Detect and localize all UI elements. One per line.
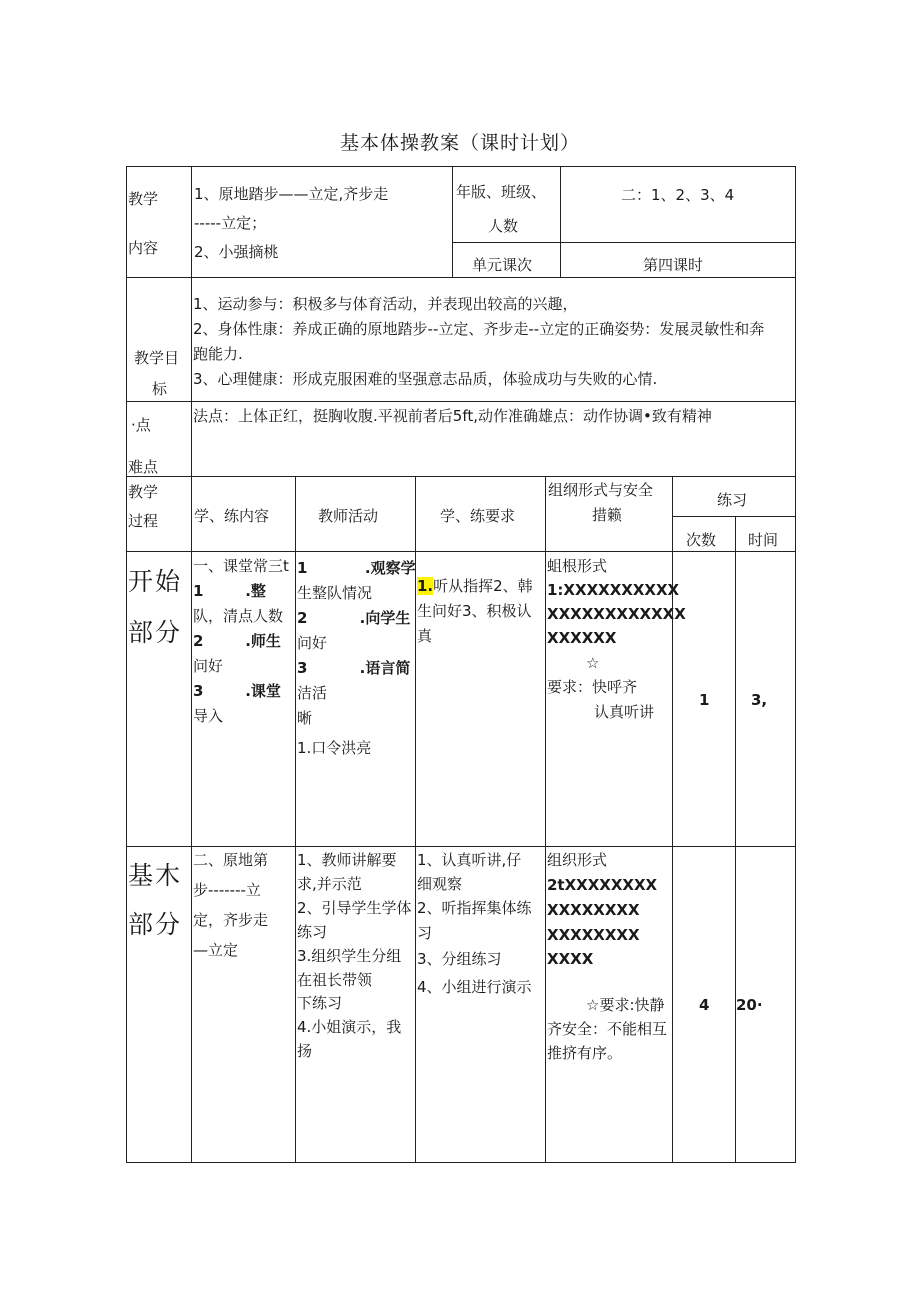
- list-item: [417, 579, 533, 594]
- section-label: 部分: [128, 910, 183, 939]
- list-item: 步-------立: [193, 881, 261, 899]
- grade-value: 二：1、2、3、4: [621, 186, 735, 204]
- section-label: 部分: [128, 618, 183, 647]
- list-item: 扬: [297, 1042, 313, 1060]
- org-requirement: 推挤有序。: [547, 1044, 623, 1062]
- list-item: 下练习: [297, 994, 343, 1012]
- list-item: 2、听指挥集体练: [417, 899, 532, 917]
- list-item: 细观察: [417, 875, 463, 893]
- list-item: 1 .整: [193, 582, 266, 600]
- formation-row: 2tXXXXXXXX: [547, 876, 658, 894]
- formation-row: XXXXXXXX: [547, 926, 640, 944]
- process-header: 过程: [128, 512, 159, 530]
- goal-line: 跑能力.: [193, 345, 243, 363]
- duration-value: 20·: [736, 996, 763, 1014]
- list-item: 求,并示范: [297, 875, 362, 893]
- formation-row: XXXXXXXXXXXX: [547, 605, 686, 623]
- list-item-text: 听从指挥2、韩: [433, 577, 533, 595]
- times-header: 次数: [686, 531, 717, 549]
- list-item: 练习: [297, 923, 328, 941]
- org-requirement: ☆要求:快静: [586, 996, 665, 1014]
- keypoints-text: 法点：上体正红，挺胸收腹.平视前者后5ft,动作准确雄点：动作协调•致有精神: [193, 407, 712, 425]
- formation-row: 1:XXXXXXXXXX: [547, 581, 680, 599]
- content-label: 教学: [128, 190, 159, 208]
- goals-label: 标: [152, 380, 168, 398]
- goal-line: 2、身体性康：养成正确的原地踏步--立定、齐步走--立定的正确姿势：发展灵敏性和奔: [193, 320, 765, 338]
- list-item: 生整队情况: [297, 584, 373, 602]
- list-item: 问好: [193, 657, 224, 675]
- list-item: 导入: [193, 707, 224, 725]
- list-item: 3、分组练习: [417, 950, 502, 968]
- formation-row: XXXX: [547, 950, 594, 968]
- keypoints-label: 难点: [128, 458, 159, 476]
- list-item: 4、小组进行演示: [417, 978, 532, 996]
- list-item: 晰: [297, 709, 313, 727]
- unit-label: 单元课次: [472, 256, 533, 274]
- list-item: 洁活: [297, 684, 328, 702]
- list-item: 定，齐步走: [193, 911, 269, 929]
- list-item: 一、课堂常三t: [193, 557, 289, 575]
- list-item: 3 .语言简: [297, 659, 411, 677]
- content-label: 内容: [128, 239, 159, 257]
- star-icon: ☆: [586, 654, 600, 672]
- list-item: 1 .观察学: [297, 559, 416, 577]
- section-label: 基木: [128, 861, 183, 890]
- list-item: 习: [417, 924, 433, 942]
- list-item: 1、教师讲解要: [297, 851, 397, 869]
- times-value: 4: [699, 996, 710, 1014]
- org-header: 组纲形式与安全: [548, 481, 654, 499]
- goal-line: 1、运动参与：积极多与体育活动，并表现出较高的兴趣，: [193, 295, 578, 313]
- formation-row: XXXXXXXX: [547, 901, 640, 919]
- org-header: 措籁: [592, 506, 623, 524]
- content-line: 1、原地踏步——立定,齐步走: [194, 185, 389, 203]
- grade-label: 年版、班级、: [456, 183, 547, 201]
- list-item: 3 .课堂: [193, 682, 281, 700]
- org-label: 蛆根形式: [547, 557, 608, 575]
- goals-label: 教学目: [134, 349, 180, 367]
- list-item: 真: [417, 627, 433, 645]
- list-item: 4.小姐演示，我: [297, 1018, 402, 1036]
- section-label: 开始: [128, 567, 183, 596]
- duration-header: 时间: [748, 531, 779, 549]
- duration-value: 3,: [751, 691, 768, 709]
- teacher-header: 教师活动: [318, 507, 379, 525]
- org-requirement: 认真听讲: [594, 703, 655, 721]
- org-requirement: 齐安全：不能相互: [547, 1020, 668, 1038]
- requirement-header: 学、练要求: [440, 507, 516, 525]
- list-item: 2 .向学生: [297, 609, 411, 627]
- highlight-mark: 1.: [417, 577, 434, 595]
- page-title: 基本体操教案（课时计划）: [339, 132, 580, 154]
- content-line: -----立定；: [194, 214, 267, 232]
- list-item: 在祖长带领: [297, 971, 373, 989]
- list-item: —立定: [193, 941, 239, 959]
- list-item: 3.组织学生分组: [297, 947, 402, 965]
- list-item: 队，清点人数: [193, 607, 284, 625]
- goal-line: 3、心理健康：形成克服困难的坚强意志品质，体验成功与失败的心情.: [193, 370, 658, 388]
- keypoints-label: ·点: [131, 416, 151, 434]
- list-item: 1.口令洪亮: [297, 739, 372, 757]
- list-item: 生问好3、积极认: [417, 602, 532, 620]
- list-item: 二、原地第: [193, 851, 269, 869]
- content-line: 2、小强摘桃: [194, 243, 279, 261]
- content-header: 学、练内容: [194, 507, 270, 525]
- grade-label: 人数: [488, 217, 519, 235]
- list-item: 2、引导学生学体: [297, 899, 412, 917]
- unit-value: 第四课时: [643, 256, 704, 274]
- org-requirement: 要求：快呼齐: [547, 678, 638, 696]
- formation-row: XXXXXX: [547, 629, 617, 647]
- org-label: 组织形式: [547, 851, 608, 869]
- times-value: 1: [699, 691, 710, 709]
- list-item: 2 .师生: [193, 632, 281, 650]
- practice-header: 练习: [717, 491, 748, 509]
- process-header: 教学: [128, 483, 159, 501]
- list-item: 1、认真听讲,仔: [417, 851, 522, 869]
- list-item: 问好: [297, 634, 328, 652]
